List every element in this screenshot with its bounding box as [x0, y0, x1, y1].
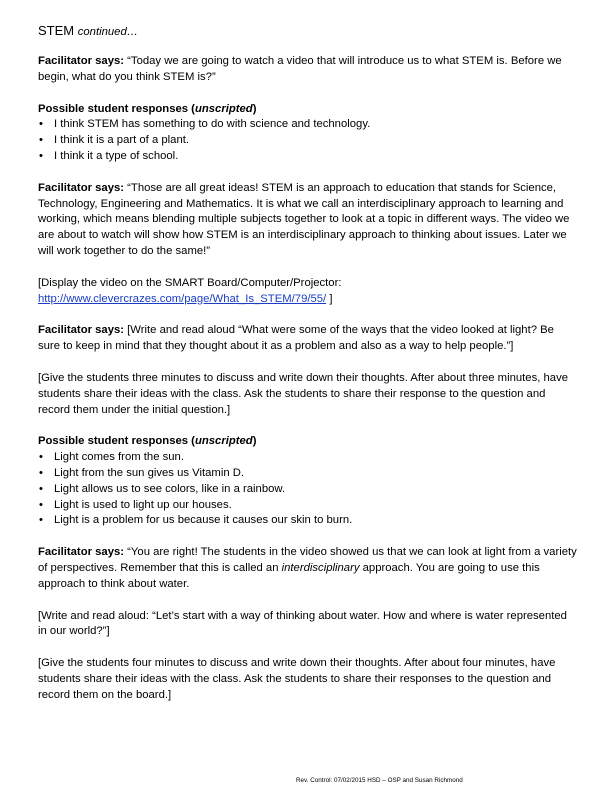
- instruction-2: [Write and read aloud: “Let’s start with a way of thinking about water. How and where is water represented in our world?”]: [38, 609, 567, 638]
- heading-subtitle: continued…: [77, 26, 139, 38]
- facilitator-block-1: [38, 54, 578, 86]
- facilitator-label: Facilitator says:: [38, 55, 125, 67]
- list-item: • I think it a type of school.: [38, 149, 578, 165]
- facilitator-block-4: Facilitator says: “You are right! The students in the video showed us that we can look at light from a variety of perspectives. Remember that this is called an interdisciplinary approach. You are going to use this approach to think about water.: [38, 546, 577, 590]
- document-page: [38, 23, 578, 720]
- responses-heading-1: Possible student responses (unscripted): [38, 102, 257, 115]
- heading-title: STEM: [38, 23, 75, 38]
- facilitator-label: Facilitator says:: [38, 324, 125, 337]
- facilitator-block-2: [38, 181, 578, 260]
- display-instruction: [Display the video on the SMART Board/Computer/Projector: http://www.clevercrazes.com/page/What_Is_STEM/79/55/ ]: [38, 276, 342, 305]
- list-item: • Light is a problem for us because it causes our skin to burn.: [38, 513, 578, 529]
- facilitator-label: Facilitator says:: [38, 546, 125, 559]
- facilitator-text: “Today we are going to watch a video that will introduce us to what STEM is. Before we begin, what do you think STEM is?”: [38, 55, 562, 83]
- facilitator-text: [Write and read aloud “What were some of the ways that the video looked at light? Be sure to keep in mind that they thought about it as a problem and also as a way to help people.”]: [38, 324, 554, 353]
- list-item: • Light from the sun gives us Vitamin D.: [38, 466, 578, 482]
- list-item: • Light is used to light up our houses.: [38, 498, 578, 514]
- page-heading: [38, 23, 578, 40]
- facilitator-block-3: [38, 323, 578, 355]
- facilitator-text: “Those are all great ideas! STEM is an approach to education that stands for Science, Technology, Engineering and Mathematics. It is what we call an interdisciplinary approach to learning and working, which means blending multiple subjects together to look at a topic in different ways. The video we are about to watch will show how STEM is an interdisciplinary approach to thinking about issues. Later we will work together to do the same!”: [38, 181, 570, 257]
- page-footer: Rev. Control: 07/02/2015 HSD – OSP and Susan Richmond: [296, 777, 463, 784]
- list-item: • Light allows us to see colors, like in a rainbow.: [38, 482, 578, 498]
- instruction-1: [Give the students three minutes to discuss and write down their thoughts. After about three minutes, have students share their ideas with the class. Ask the students to share their response to the question and record them under the initial question.]: [38, 371, 568, 416]
- list-item: • I think it is a part of a plant.: [38, 133, 578, 149]
- instruction-3: [Give the students four minutes to discuss and write down their thoughts. After about four minutes, have students share their ideas with the class. Ask the students to share their responses to the question and record them on the board.]: [38, 657, 556, 701]
- facilitator-label: Facilitator says:: [38, 181, 125, 194]
- video-link[interactable]: http://www.clevercrazes.com/page/What_Is_STEM/79/55/: [38, 292, 327, 305]
- responses-heading-2: Possible student responses (unscripted): [38, 435, 257, 448]
- list-item: • I think STEM has something to do with science and technology.: [38, 117, 578, 133]
- responses-list-1: [38, 117, 578, 164]
- list-item: • Light comes from the sun.: [38, 450, 578, 466]
- responses-list-2: [38, 450, 578, 529]
